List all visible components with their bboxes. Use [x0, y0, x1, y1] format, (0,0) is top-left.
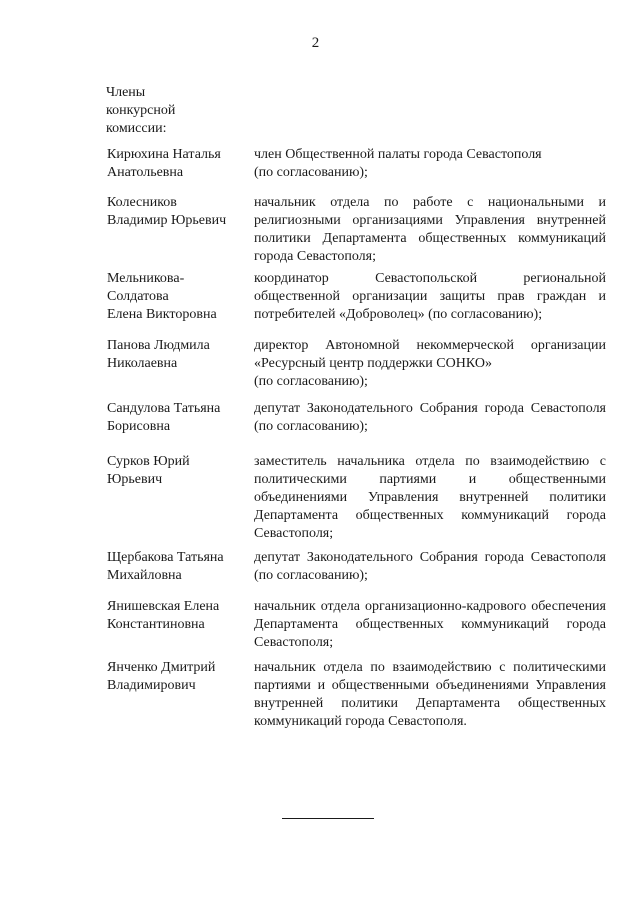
member-name: Янишевская Елена Константиновна — [107, 599, 220, 632]
member-name: Панова Людмила Николаевна — [107, 338, 210, 371]
page-number: 2 — [311, 35, 320, 51]
section-title: Члены конкурсной комиссии: — [106, 85, 176, 136]
member-role: начальник отдела по работе с национальными и религиозными организациями Управления внутренней политики Департамента общественных коммуникаций города Севастополя; — [254, 195, 606, 264]
member-name: Колесников Владимир Юрьевич — [107, 195, 227, 228]
member-role: начальник отдела по взаимодействию с политическими партиями и общественными объединениями Управления внутренней политики Департамента общественных коммуникаций города Севастополя. — [254, 660, 606, 729]
member-role: координатор Севастопольской региональной общественной организации защиты прав граждан и потребителей «Доброволец» (по согласованию); — [254, 271, 606, 322]
member-name: Мельникова- Солдатова Елена Викторовна — [107, 271, 217, 322]
member-name: Янченко Дмитрий Владимирович — [107, 660, 216, 693]
footer-divider — [282, 818, 374, 819]
member-role: начальник отдела организационно-кадрового обеспечения Департамента общественных коммуникаций города Севастополя; — [254, 599, 606, 650]
member-name: Щербакова Татьяна Михайловна — [107, 550, 224, 583]
member-role: член Общественной палаты города Севастополя (по согласованию); — [254, 147, 542, 180]
member-role: депутат Законодательного Собрания города Севастополя (по согласованию); — [254, 550, 606, 583]
member-role: директор Автономной некоммерческой организации «Ресурсный центр поддержки СОНКО» (по согласованию); — [254, 338, 606, 389]
member-role: заместитель начальника отдела по взаимодействию с политическими партиями и общественными объединениями Управления внутренней политики Департамента общественных коммуникаций города Севастополя; — [254, 454, 606, 541]
member-role: депутат Законодательного Собрания города Севастополя (по согласованию); — [254, 401, 606, 434]
member-name: Сандулова Татьяна Борисовна — [107, 401, 221, 434]
member-name: Сурков Юрий Юрьевич — [107, 454, 190, 487]
member-name: Кирюхина Наталья Анатольевна — [107, 147, 221, 180]
